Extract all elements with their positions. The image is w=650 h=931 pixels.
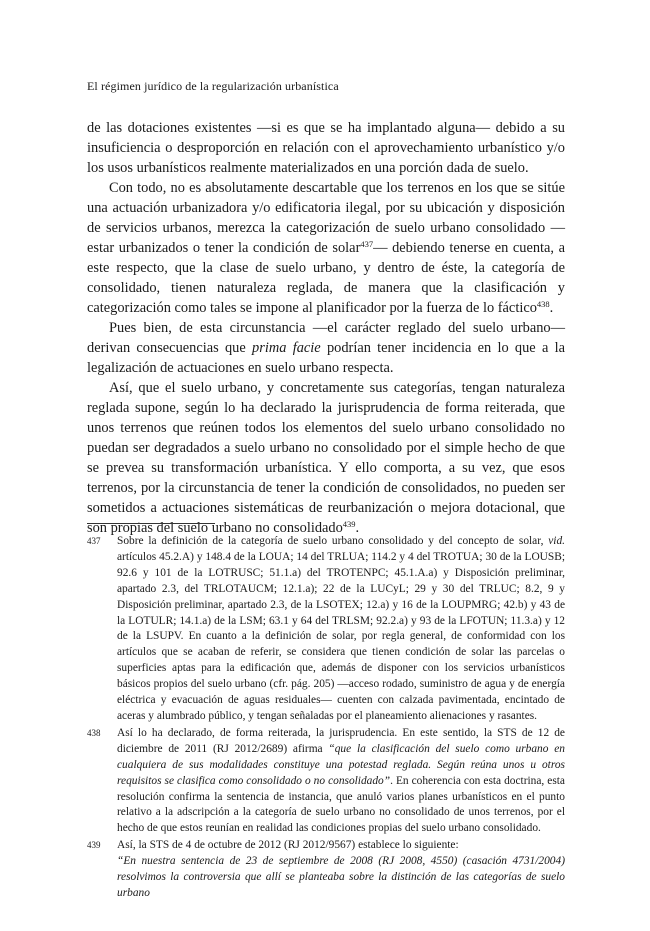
footnote-number: 437 (87, 536, 101, 546)
footnote-text: Así lo ha declarado, de forma reiterada, la jurisprudencia. En este sentido, la STS de 12 de diciembre de 2011 (RJ 2012/2689) afirma “que la clasificación del suelo como urbano en cualquiera de sus modalidades constituye una potestad reglada. Según reúna unos u otros requisitos se clasifica como consolidado o no consolidado”. En coherencia con esta doctrina, esta resolución confirma la sentencia de instancia, que anuló varios planes urbanísticos en el punto relativo a la adscripción a la categoría de suelo urbano no consolidado de unos terrenos, por el hecho de que estos reunían en realidad las condiciones propias del suelo urbano consolidado. (117, 726, 565, 835)
paragraph-2: Con todo, no es absolutamente descartable que los terrenos en los que se sitúe una actuación urbanizadora y/o edificatoria ilegal, por su ubicación y disposición de servicios urbanos, merezca la categorización de suelo urbano consolidado —estar urbanizados o tener la condición de solar$^{437}$— debiendo tenerse en cuenta, a este respecto, que la clase de suelo urbano, y dentro de éste, la categoría de consolidado, tienen naturaleza reglada, de manera que la clasificación y categorización como tales se impone al planificador por la fuerza de lo fáctico$^{438}$. (87, 180, 565, 316)
footnote-ref-439[interactable]: 439 (342, 519, 356, 529)
footnote-text: Sobre la definición de la categoría de suelo urbano consolidado y del concepto de solar, vid. artículos 45.2.A) y 148.4 de la LOUA; 14 del TRLUA; 114.2 y 4 del TROTUA; 30 de la LOUSB; 92.6 y 101 de la LOTRUSC; 51.1.a) del TROTENPC; 45.1.A.a) y Disposición preliminar, apartado 2.3, del TRLOTAUCM; 12.1.a); 22 de la LUCyL; 29 y 30 del TRLUC; 8.2, 9 y Disposición preliminar, apartado 2.3, de la LSOTEX; 12.a) y 16 de la LOUPMRG; 42.b) y 43 de la LOTULR; 14.1.a) de la LSM; 63.1 y 64 del TRLSM; 92.2.a) y 93 de la LFOTUN; 11.3.a) y 12 de la LSUPV. En cuanto a la definición de solar, por regla general, de conformidad con los artículos que se acaban de referir, se considera que tienen condición de solar las parcelas o superficies aptas para la edificación que, además de disponer con los servicios urbanísticos básicos propios del suelo urbano (cfr. pág. 205) —acceso rodado, suministro de agua y de energía eléctrica y evacuación de aguas residuales— cuenten con calzada pavimentada, encintado de aceras y alumbrado público, y tengan señaladas por el planeamiento alienaciones y rasantes. (117, 535, 565, 722)
footnote-separator (87, 523, 215, 524)
paragraph-4: Así, que el suelo urbano, y concretamente sus categorías, tengan naturaleza reglada supone, según lo ha declarado la jurisprudencia de forma reiterada, que unos terrenos que reúnen todos los elementos del suelo urbano consolidado no puedan ser degradados a suelo urbano no consolidado por el simple hecho de que se prevea su transformación urbanística. Y ello comporta, a su vez, que esos terrenos, por la circunstancia de tener la condición de consolidados, no pueden ser sometidos a actuaciones sistemáticas de reurbanización o mejora dotacional, que son propias del suelo urbano no consolidado$^{439}$. (87, 380, 565, 536)
paragraph-1: de las dotaciones existentes —si es que se ha implantado alguna— debido a su insuficiencia o desproporción en relación con el aprovechamiento urbanístico y/o los usos urbanísticos realmente materializados en una porción dada de suelo. (87, 120, 565, 176)
footnote-text: Así, la STS de 4 de octubre de 2012 (RJ 2012/9567) establece lo siguiente: “En nuestra sentencia de 23 de septiembre de 2008 (RJ 2008, 4550) (casación 4731/2004) resolvimos la controversia que allí se planteaba sobre la distinción de las categorías de suelo urbano (117, 839, 565, 899)
main-text (87, 118, 565, 538)
footnotes (87, 534, 565, 903)
paragraph-3: Pues bien, de esta circunstancia —el carácter reglado del suelo urbano— derivan consecuencias que prima facie podrían tener incidencia en lo que a la legalización de actuaciones en suelo urbano respecta. (87, 320, 565, 376)
footnote-439 (87, 838, 565, 902)
footnote-ref-437[interactable]: 437 (360, 239, 374, 249)
footnote-number: 438 (87, 727, 101, 738)
running-header: El régimen jurídico de la regularización urbanística (87, 79, 339, 93)
footnote-437 (87, 534, 565, 725)
footnote-ref-438[interactable]: 438 (536, 299, 550, 309)
footnote-number: 439 (87, 840, 101, 851)
footnote-438 (87, 726, 565, 837)
